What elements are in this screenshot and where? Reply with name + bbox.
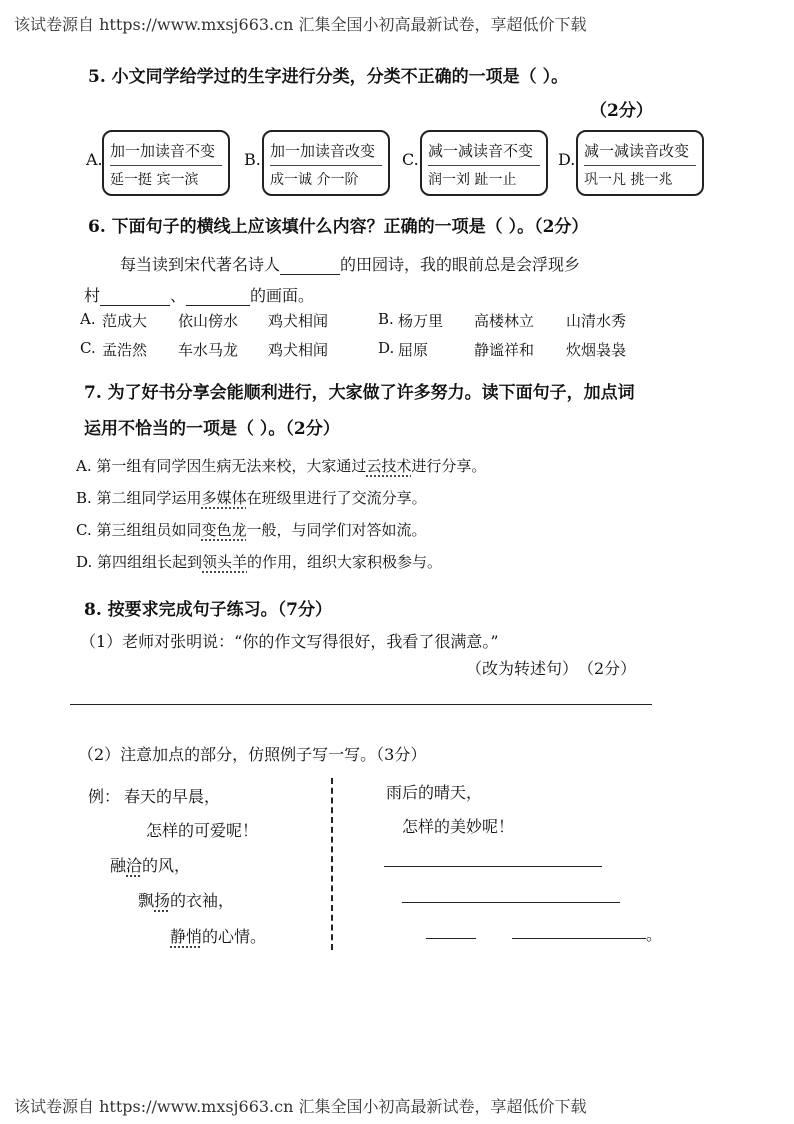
q7-option-b-dotted-word: 多媒体	[201, 489, 247, 507]
q6-sentence-e: 的画面。	[250, 286, 315, 305]
q8-answer-line-4[interactable]	[512, 938, 646, 939]
q6-option-d-label: D.	[378, 339, 395, 357]
q7-option-b-text: B. 第二组同学运用	[76, 489, 202, 507]
q6-option-a-item-1: 范成大	[102, 312, 148, 330]
header-watermark-top: 该试卷源自 https://www.mxsj663.cn 汇集全国小初高最新试卷，享超低价下载	[14, 15, 587, 34]
q7-option-a	[76, 455, 486, 476]
q5-option-d-label: D.	[558, 150, 576, 169]
q8-title: 8. 按要求完成句子练习。（7分）	[84, 600, 332, 620]
q5-option-b-category: 加一加读音改变	[270, 138, 382, 166]
q5-option-c-box	[420, 130, 548, 196]
q6-sentence-line2	[84, 283, 314, 306]
q8-example-label: 例：	[88, 787, 121, 806]
q8-answer-line-2[interactable]	[402, 902, 620, 903]
q5-title: 5. 小文同学给学过的生字进行分类，分类不正确的一项是（ ）。	[88, 67, 569, 87]
q8-example-line4-start: 飘	[138, 891, 155, 910]
q5-option-d-words: 巩一凡 挑一兆	[584, 172, 673, 188]
q6-option-a-item-2: 依山傍水	[178, 312, 239, 330]
q5-option-c-words: 润一刘 趾一止	[428, 172, 517, 188]
q7-option-d-text-end: 的作用，组织大家积极参与。	[247, 553, 443, 571]
q7-option-b	[76, 487, 427, 508]
q7-option-a-text: A. 第一组有同学因生病无法来校，大家通过	[76, 457, 367, 475]
q5-option-b-label: B.	[244, 150, 261, 169]
q7-title-line1: 7. 为了好书分享会能顺利进行，大家做了许多努力。读下面句子，加点词	[84, 383, 635, 403]
q8-part1-requirement: （改为转述句） （2分）	[466, 659, 637, 678]
q6-option-d-item-3: 炊烟袅袅	[566, 341, 627, 359]
q6-option-c-item-1: 孟浩然	[102, 341, 148, 359]
q6-option-c-item-3: 鸡犬相闻	[268, 341, 329, 359]
q5-option-c-label: C.	[402, 150, 419, 169]
q8-example-line4-end: 的衣袖，	[170, 891, 235, 910]
q6-blank-3[interactable]	[186, 305, 250, 306]
q8-answer-line-3[interactable]	[426, 938, 476, 939]
q8-example-line3-dotted: 洽	[126, 856, 143, 875]
q5-option-a-words: 延一挺 宾一滨	[110, 172, 199, 188]
q5-option-c-category: 减一减读音不变	[428, 138, 540, 166]
q6-option-c-label: C.	[80, 339, 96, 357]
q5-option-a-box	[102, 130, 230, 196]
q5-option-a-label: A.	[86, 150, 103, 169]
q8-example-line1: 春天的早晨，	[124, 787, 221, 806]
q7-option-d	[76, 551, 442, 572]
q8-example-line5-dotted: 静悄	[170, 927, 203, 946]
q8-example-line3-start: 融	[110, 856, 127, 875]
q6-sentence-c: 村	[84, 286, 101, 305]
q6-option-b-item-1: 杨万里	[398, 312, 444, 330]
q7-option-b-text-end: 在班级里进行了交流分享。	[246, 489, 427, 507]
q6-option-d-item-2: 静谧祥和	[474, 341, 535, 359]
q6-option-d-item-1: 屈原	[398, 341, 429, 359]
q7-option-c-text: C. 第三组组员如同	[76, 521, 202, 539]
q8-example-line2: 怎样的可爱呢！	[146, 821, 259, 840]
q5-score: （2分）	[590, 101, 653, 121]
q8-example-line4-dotted: 扬	[154, 891, 171, 910]
q6-title: 6. 下面句子的横线上应该填什么内容？正确的一项是（ ）。（2分）	[88, 217, 589, 237]
q6-option-b-label: B.	[378, 310, 394, 328]
q7-option-d-dotted-word: 领头羊	[202, 553, 248, 571]
q6-option-a-item-3: 鸡犬相闻	[268, 312, 329, 330]
q8-part1-answer-line[interactable]	[70, 704, 652, 705]
q8-example-line3	[110, 853, 190, 876]
q8-right-line1: 雨后的晴天，	[386, 783, 483, 802]
q8-example-line5-end: 的心情。	[202, 927, 267, 946]
q8-end-mark: 。	[646, 925, 663, 944]
q5-option-a-category: 加一加读音不变	[110, 138, 222, 166]
q5-option-d-box	[576, 130, 704, 196]
q5-option-b-box	[262, 130, 390, 196]
q7-option-a-text-end: 进行分享。	[411, 457, 487, 475]
q7-option-c-dotted-word: 变色龙	[201, 521, 247, 539]
q6-blank-1[interactable]	[280, 274, 340, 275]
q5-option-d-category: 减一减读音改变	[584, 138, 696, 166]
q7-option-d-text: D. 第四组组长起到	[76, 553, 203, 571]
q8-right-line2: 怎样的美妙呢！	[402, 817, 515, 836]
q5-option-b-words: 成一诚 介一阶	[270, 172, 359, 188]
q7-title-line2: 运用不恰当的一项是（ ）。（2分）	[84, 419, 340, 439]
footer-watermark-bottom: 该试卷源自 https://www.mxsj663.cn 汇集全国小初高最新试卷，享超低价下载	[14, 1097, 587, 1116]
q8-example-line5	[170, 924, 266, 947]
q6-sentence-line1	[120, 252, 580, 275]
q8-example-line4	[138, 888, 234, 911]
q6-blank-2[interactable]	[100, 305, 170, 306]
q8-divider	[331, 778, 333, 950]
q8-example-line3-end: 的风，	[142, 856, 191, 875]
q7-option-a-dotted-word: 云技术	[366, 457, 412, 475]
q8-part1-prompt: （1）老师对张明说：“你的作文写得很好，我看了很满意。”	[80, 632, 499, 651]
q6-option-a-label: A.	[80, 310, 96, 328]
q6-sentence-b: 的田园诗，我的眼前总是会浮现乡	[340, 255, 581, 274]
q6-sentence-a: 每当读到宋代著名诗人	[120, 255, 281, 274]
q6-option-c-item-2: 车水马龙	[178, 341, 239, 359]
q6-option-b-item-2: 高楼林立	[474, 312, 535, 330]
q7-option-c	[76, 519, 427, 540]
q6-sentence-d: 、	[170, 286, 187, 305]
q6-option-b-item-3: 山清水秀	[566, 312, 627, 330]
q7-option-c-text-end: 一般，与同学们对答如流。	[246, 521, 427, 539]
q8-answer-line-1[interactable]	[384, 866, 602, 867]
q8-part2-prompt: （2）注意加点的部分，仿照例子写一写。（3分）	[78, 745, 427, 764]
